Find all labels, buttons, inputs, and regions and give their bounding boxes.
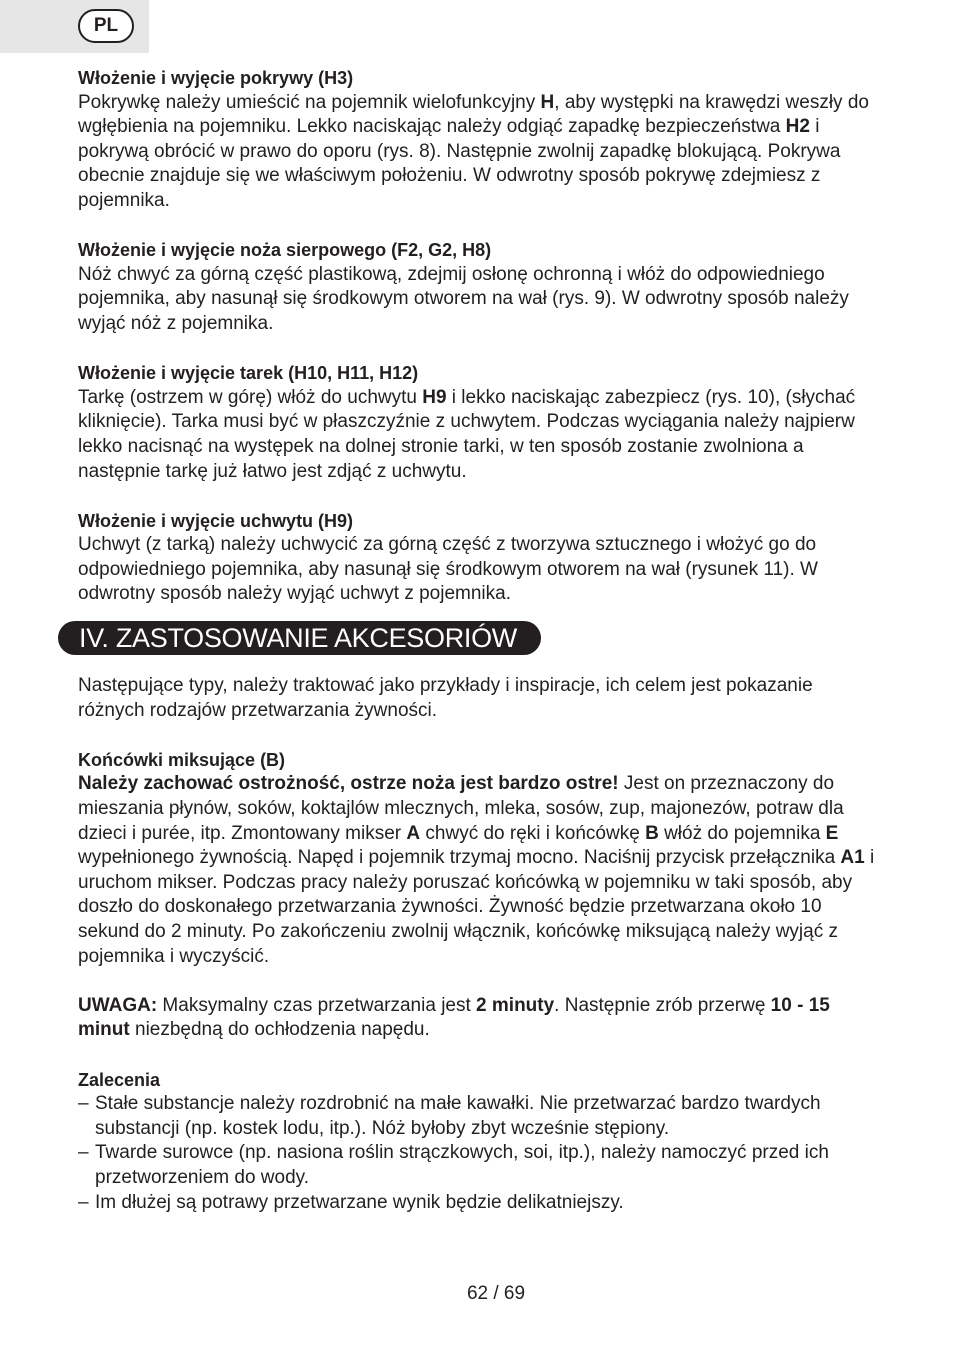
section-lid xyxy=(78,66,884,214)
bold-text-run: UWAGA: xyxy=(78,994,158,1016)
section-title: Włożenie i wyjęcie noża sierpowego (F2, G2, H8) xyxy=(78,240,492,261)
language-badge: PL xyxy=(78,9,134,43)
section-title: Włożenie i wyjęcie tarek (H10, H11, H12) xyxy=(78,363,419,384)
section-title: Włożenie i wyjęcie uchwytu (H9) xyxy=(78,510,354,531)
text-run: Tarkę (ostrzem w górę) włóż do uchwytu xyxy=(78,386,423,408)
text-run: i uruchom mikser. Podczas pracy należy poruszać końcówką w pojemniku w taki sposób, aby doszło do doskonałego przetwarzania żywności. Żywność będzie przetwarzana około 10 sekund do 2 minuty. Po zakończeniu zwolnij włącznik, końcówkę miksującą należy wyjąć z pojemnika i wyczyścić. xyxy=(78,847,875,967)
bold-text-run: H9 xyxy=(422,386,447,408)
dash-bullet: – xyxy=(78,1093,89,1115)
section-title: Włożenie i wyjęcie pokrywy (H3) xyxy=(78,68,354,88)
chapter-intro xyxy=(78,674,884,723)
chapter-title: IV. ZASTOSOWANIE AKCESORIÓW xyxy=(58,621,541,655)
section-mixing-tips xyxy=(78,748,884,969)
section-paragraph xyxy=(78,772,884,969)
text-run: włóż do pojemnika xyxy=(658,822,826,844)
list-item xyxy=(78,1191,884,1216)
text-run: Uchwyt (z tarką) należy uchwycić za górną część z tworzywa sztucznego i włożyć go do odpowiedniego pojemnika, aby nasunął się środkowym otworem na wał (rysunek 11). W odwrotny sposób należy wyjąć uchwyt z pojemnika. xyxy=(78,534,818,605)
section-title: Końcówki miksujące (B) xyxy=(78,749,286,770)
section-paragraph xyxy=(78,533,884,607)
list-item xyxy=(78,1092,884,1141)
section-recommendations xyxy=(78,1068,884,1216)
bold-text-run: A1 xyxy=(840,847,865,869)
dash-bullet: – xyxy=(78,1191,89,1213)
list-item xyxy=(78,1141,884,1190)
text-run: i lekko naciskając zabezpiecz (rys. 10), (słychać kliknięcie). Tarka musi być w płaszczyźnie z uchwytem. Podczas wyciągania należy najpierw lekko nacisnąć na występek na dolnej stronie tarki, w ten sposób zostanie zwolniona a następnie tarkę już łatwo jest zdjąć z uchwytu. xyxy=(78,386,856,482)
bold-text-run: 10 - 15 minut xyxy=(78,994,830,1041)
section-knife xyxy=(78,238,884,336)
bold-text-run: H xyxy=(540,91,555,113)
warning-note xyxy=(78,994,884,1043)
manual-content xyxy=(78,66,884,1240)
recommendations-list xyxy=(78,1092,884,1215)
section-holder xyxy=(78,509,884,607)
list-item-text: Stałe substancje należy rozdrobnić na małe kawałki. Nie przetwarzać bardzo twardych substancji (np. kostek lodu, itp.). Nóż byłoby zbyt wcześnie stępiony. xyxy=(95,1093,821,1139)
text-run: niezbędną do ochłodzenia napędu. xyxy=(129,1019,430,1041)
chapter-banner xyxy=(58,621,884,656)
page-number: 62 / 69 xyxy=(466,1283,526,1304)
bold-text-run: H2 xyxy=(785,116,810,138)
section-paragraph xyxy=(78,263,884,337)
text-run: . Następnie zrób przerwę xyxy=(554,994,771,1016)
text-run: Pokrywkę należy umieścić na pojemnik wielofunkcyjny xyxy=(78,91,541,113)
dash-bullet: – xyxy=(78,1142,89,1164)
text-run: Nóż chwyć za górną część plastikową, zdejmij osłonę ochronną i włóż do odpowiedniego pojemnika, aby nasunął się środkowym otworem na wał (rys. 9). W odwrotny sposób należy wyjąć nóż z pojemnika. xyxy=(78,263,849,334)
text-run: Maksymalny czas przetwarzania jest xyxy=(157,994,477,1016)
text-run: chwyć do ręki i końcówkę xyxy=(420,822,646,844)
bold-text-run: E xyxy=(825,822,839,844)
bold-text-run: A xyxy=(406,822,421,844)
list-item-text: Im dłużej są potrawy przetwarzane wynik będzie delikatniejszy. xyxy=(95,1191,624,1213)
section-paragraph xyxy=(78,386,884,484)
bold-text-run: Należy zachować ostrożność, ostrze noża jest bardzo ostre! xyxy=(78,773,619,795)
section-title: Zalecenia xyxy=(78,1069,161,1090)
text-run: i pokrywą obrócić w prawo do oporu (rys. 8). Następnie zwolnij zapadkę blokującą. Pokrywa obecnie znajduje się we właściwym położeniu. W odwrotny sposób pokrywę zdejmiesz z pojemnika. xyxy=(78,116,841,211)
section-paragraph xyxy=(78,91,884,214)
bold-text-run: 2 minuty xyxy=(476,994,555,1016)
language-tab xyxy=(0,0,149,53)
text-run: wypełnionego żywnością. Napęd i pojemnik trzymaj mocno. Naciśnij przycisk przełącznika xyxy=(78,847,841,869)
text-run: Jest on przeznaczony do mieszania płynów, soków, koktajlów mlecznych, mleka, sosów, zup, majonezów, potraw dla dzieci i purée, itp. Zmontowany mikser xyxy=(78,773,844,844)
section-graters xyxy=(78,361,884,484)
intro-paragraph: Następujące typy, należy traktować jako przykłady i inspiracje, ich celem jest pokazanie różnych rodzajów przetwarzania żywności. xyxy=(78,675,813,721)
list-item-text: Twarde surowce (np. nasiona roślin strączkowych, soi, itp.), należy namoczyć przed ich przetworzeniem do wody. xyxy=(95,1142,829,1188)
text-run: , aby występki na krawędzi weszły do wgłębienia na pojemniku. Lekko naciskając należy odgiąć zapadkę bezpieczeństwa xyxy=(78,91,869,138)
warning-paragraph xyxy=(78,994,884,1043)
page-footer xyxy=(0,1283,954,1305)
bold-text-run: B xyxy=(645,822,659,844)
